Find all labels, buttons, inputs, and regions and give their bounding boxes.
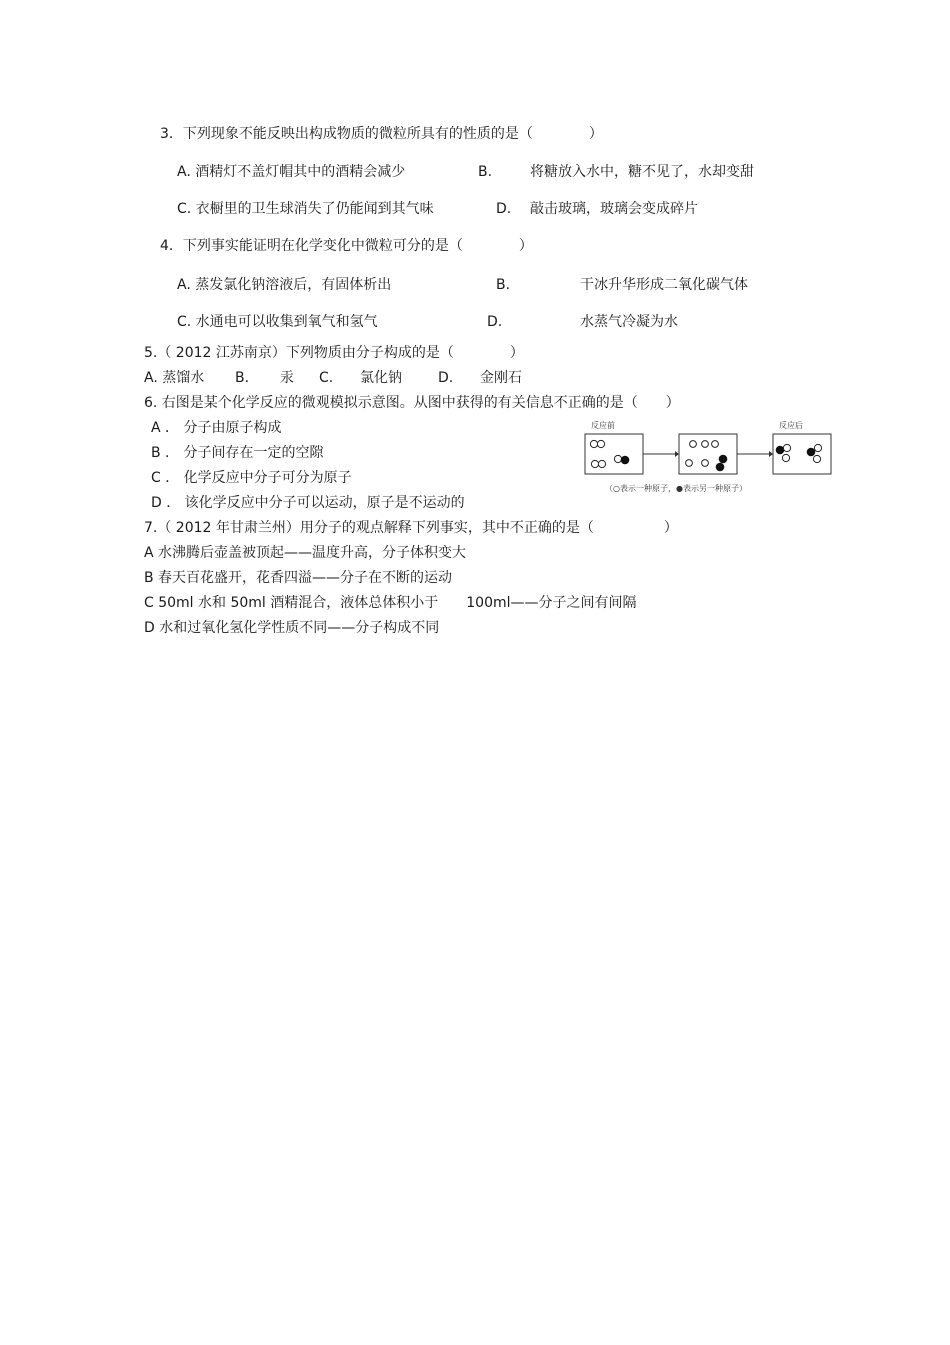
box-after xyxy=(773,434,831,474)
atom-white xyxy=(712,441,719,448)
atom-black xyxy=(716,463,724,471)
atom-white xyxy=(590,440,597,447)
box-middle xyxy=(679,434,737,474)
q5-option-c: 氯化钠 xyxy=(360,370,402,386)
atom-black xyxy=(807,448,815,456)
reaction-diagram-svg xyxy=(583,418,839,496)
q7-option-d: D 水和过氧化氢化学性质不同——分子构成不同 xyxy=(144,620,440,636)
q4-option-c: C. 水通电可以收集到氧气和氢气 xyxy=(177,314,378,330)
q3-option-d: 敲击玻璃，玻璃会变成碎片 xyxy=(530,201,698,217)
q5-option-b-label: B. xyxy=(235,370,250,386)
q7-option-c: C 50ml 水和 50ml 酒精混合，液体总体积小于 100ml——分子之间有间隔 xyxy=(144,595,637,611)
q3-stem: 3．下列现象不能反映出构成物质的微粒所具有的性质的是（ ） xyxy=(160,126,603,142)
atom-white xyxy=(702,441,709,448)
q5-option-a: A. 蒸馏水 xyxy=(144,370,205,386)
atom-white xyxy=(813,455,820,462)
atom-white xyxy=(783,444,790,451)
q5-option-d-label: D. xyxy=(438,370,454,386)
atom-black xyxy=(776,446,784,454)
label-after: 反应后 xyxy=(779,421,803,430)
q6-option-d: D ． 该化学反应中分子可以运动，原子是不运动的 xyxy=(151,495,465,511)
q7-option-a: A 水沸腾后壶盖被顶起——温度升高，分子体积变大 xyxy=(144,545,467,561)
atom-white xyxy=(686,460,693,467)
diagram-caption: （○表示一种原子，●表示另一种原子） xyxy=(605,484,747,493)
q7-stem: 7.（ 2012 年甘肃兰州）用分子的观点解释下列事实，其中不正确的是（ ） xyxy=(144,520,678,536)
atom-white xyxy=(814,444,821,451)
q5-option-d: 金刚石 xyxy=(480,370,522,386)
q3-option-a: A. 酒精灯不盖灯帽其中的酒精会减少 xyxy=(177,164,406,180)
atom-black xyxy=(719,455,727,463)
atom-white xyxy=(591,460,598,467)
q4-stem: 4．下列事实能证明在化学变化中微粒可分的是（ ） xyxy=(160,238,533,254)
atom-white xyxy=(614,455,621,462)
q5-option-c-label: C. xyxy=(319,370,334,386)
q6-option-a: A ． 分子由原子构成 xyxy=(151,420,282,436)
q3-option-d-label: D. xyxy=(496,201,512,217)
q4-option-a: A. 蒸发氯化钠溶液后，有固体析出 xyxy=(177,277,392,293)
reaction-diagram xyxy=(583,418,839,496)
arrow-2-head-icon xyxy=(769,451,773,457)
q6-stem: 6. 右图是某个化学反应的微观模拟示意图。从图中获得的有关信息不正确的是（ ） xyxy=(144,395,680,411)
atom-white xyxy=(597,440,604,447)
atom-black xyxy=(621,456,629,464)
q4-option-b: 干冰升华形成二氧化碳气体 xyxy=(580,277,748,293)
arrow-1-head-icon xyxy=(675,451,679,457)
q4-option-b-label: B. xyxy=(496,277,511,293)
q3-option-b-label: B. xyxy=(478,164,493,180)
atom-white xyxy=(702,460,709,467)
q3-option-b: 将糖放入水中，糖不见了，水却变甜 xyxy=(530,164,754,180)
q6-option-b: B ． 分子间存在一定的空隙 xyxy=(151,445,324,461)
q7-option-b: B 春天百花盛开，花香四溢——分子在不断的运动 xyxy=(144,570,453,586)
atom-white xyxy=(598,460,605,467)
q5-option-b: 汞 xyxy=(280,370,294,386)
label-before: 反应前 xyxy=(591,421,615,430)
atom-white xyxy=(690,441,697,448)
q4-option-d-label: D. xyxy=(487,314,503,330)
q5-stem: 5.（ 2012 江苏南京）下列物质由分子构成的是（ ） xyxy=(144,345,524,361)
q3-option-c: C. 衣橱里的卫生球消失了仍能闻到其气味 xyxy=(177,201,434,217)
q6-option-c: C ． 化学反应中分子可分为原子 xyxy=(151,470,352,486)
q4-option-d: 水蒸气冷凝为水 xyxy=(580,314,678,330)
atom-white xyxy=(782,454,789,461)
